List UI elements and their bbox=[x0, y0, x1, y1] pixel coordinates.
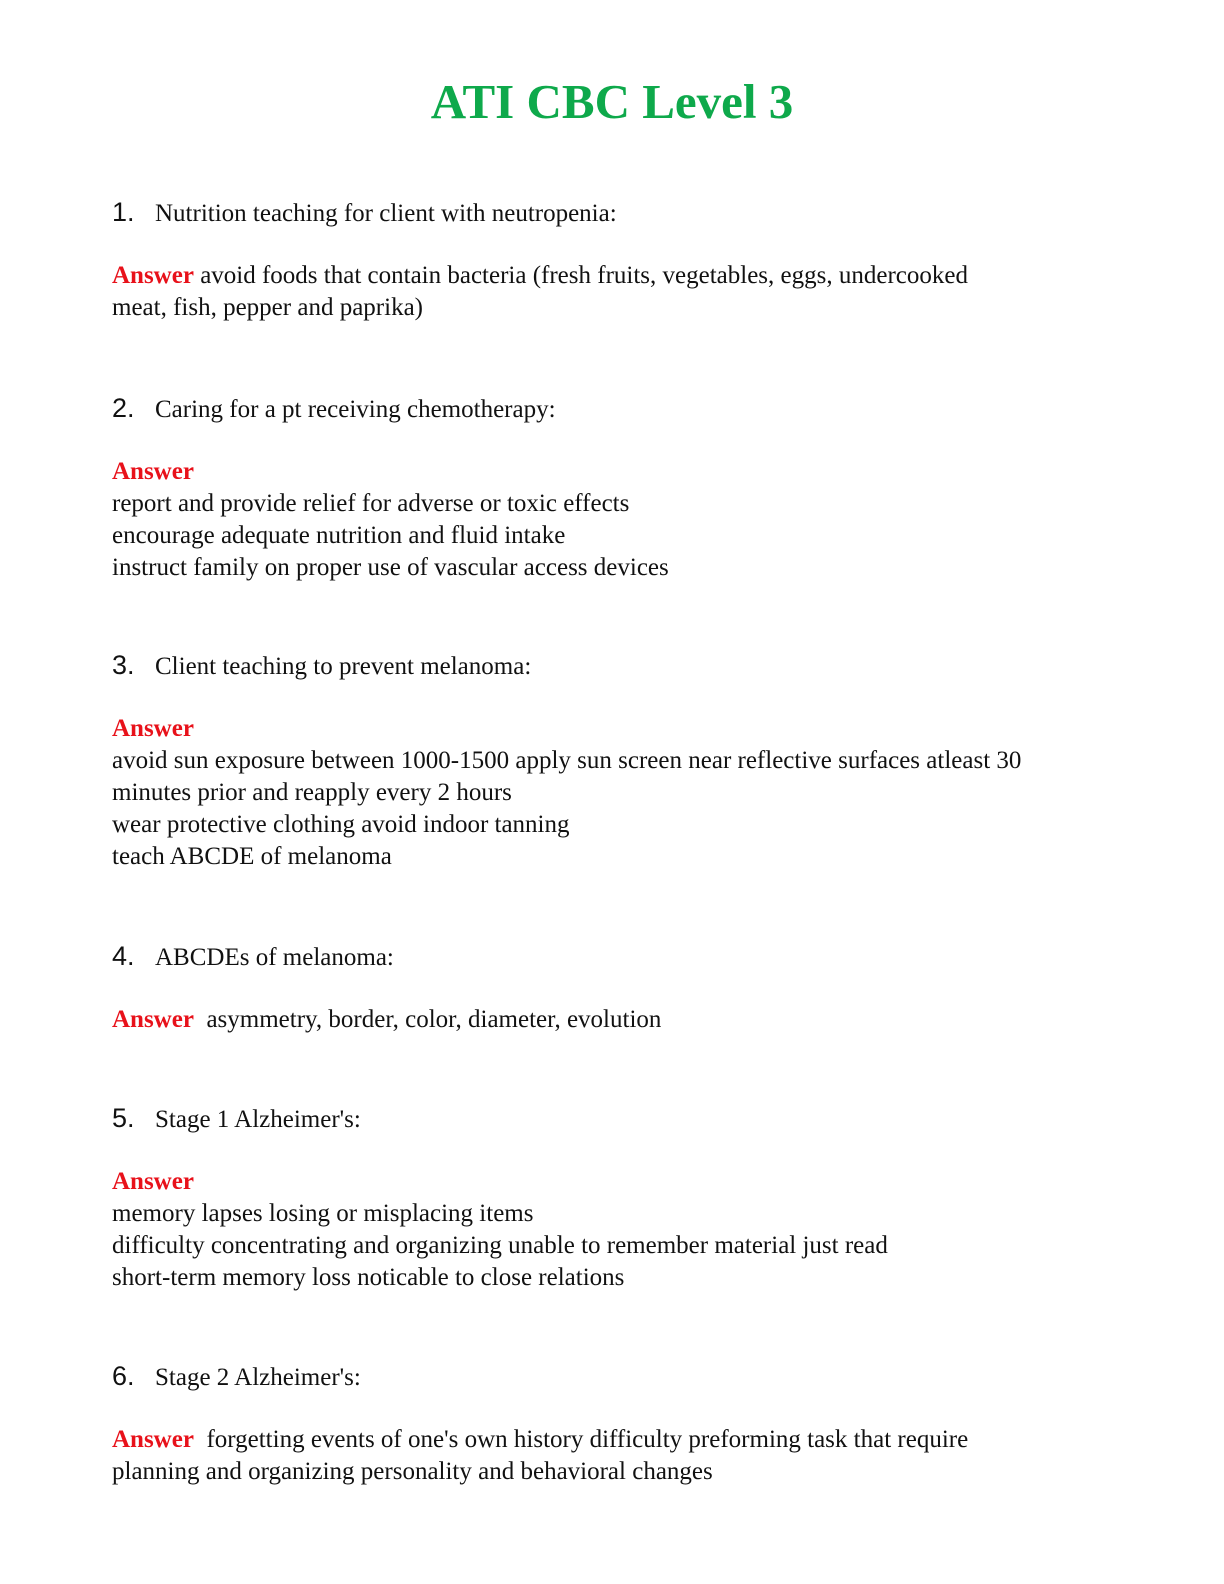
answer-first-line bbox=[112, 1424, 1122, 1456]
answer-block bbox=[112, 713, 1122, 873]
question-number: 3. bbox=[112, 650, 135, 680]
answer-line: minutes prior and reapply every 2 hours bbox=[112, 779, 512, 806]
answer-line: instruct family on proper use of vascular access devices bbox=[112, 554, 669, 581]
question-prompt: Client teaching to prevent melanoma: bbox=[155, 653, 532, 680]
answer-line: difficulty concentrating and organizing unable to remember material just read bbox=[112, 1232, 888, 1259]
question-number: 5. bbox=[112, 1103, 135, 1133]
answer-block bbox=[112, 1004, 1122, 1036]
answer-line: memory lapses losing or misplacing items bbox=[112, 1200, 534, 1227]
question-number: 2. bbox=[112, 393, 135, 423]
answer-label: Answer bbox=[112, 458, 194, 485]
answer-line: short-term memory loss noticable to close relations bbox=[112, 1264, 625, 1291]
answer-line: avoid sun exposure between 1000-1500 apply sun screen near reflective surfaces atleast 30 bbox=[112, 747, 1022, 774]
answer-first-line bbox=[112, 1004, 1122, 1036]
question-number: 1. bbox=[112, 197, 135, 227]
answer-label: Answer bbox=[112, 715, 194, 742]
question-prompt-line bbox=[112, 1102, 1122, 1136]
page-title: ATI CBC Level 3 bbox=[430, 74, 794, 129]
answer-label: Answer bbox=[112, 262, 194, 289]
question-prompt-line bbox=[112, 1360, 1122, 1394]
answer-label: Answer bbox=[112, 1006, 194, 1033]
question-1 bbox=[112, 196, 1122, 324]
question-5 bbox=[112, 1102, 1122, 1294]
answer-line: wear protective clothing avoid indoor tanning bbox=[112, 811, 570, 838]
answer-label: Answer bbox=[112, 1426, 194, 1453]
question-number: 4. bbox=[112, 941, 135, 971]
question-prompt: Caring for a pt receiving chemotherapy: bbox=[155, 396, 556, 423]
answer-text: asymmetry, border, color, diameter, evolution bbox=[206, 1006, 662, 1033]
question-prompt: Nutrition teaching for client with neutropenia: bbox=[155, 200, 617, 227]
answer-first-line bbox=[112, 260, 1122, 292]
answer-text: forgetting events of one's own history difficulty preforming task that require bbox=[206, 1426, 969, 1453]
answer-block bbox=[112, 456, 1122, 584]
question-prompt: Stage 1 Alzheimer's: bbox=[155, 1106, 361, 1133]
question-prompt: ABCDEs of melanoma: bbox=[155, 944, 394, 971]
question-2 bbox=[112, 392, 1122, 584]
question-prompt-line bbox=[112, 649, 1122, 683]
answer-line: teach ABCDE of melanoma bbox=[112, 843, 392, 870]
answer-label: Answer bbox=[112, 1168, 194, 1195]
answer-block bbox=[112, 1424, 1122, 1488]
answer-text: avoid foods that contain bacteria (fresh fruits, vegetables, eggs, undercooked bbox=[200, 262, 968, 289]
question-4 bbox=[112, 940, 1122, 1036]
question-6 bbox=[112, 1360, 1122, 1488]
answer-line: encourage adequate nutrition and fluid intake bbox=[112, 522, 566, 549]
answer-block bbox=[112, 1166, 1122, 1294]
question-prompt: Stage 2 Alzheimer's: bbox=[155, 1364, 361, 1391]
question-prompt-line bbox=[112, 196, 1122, 230]
question-prompt-line bbox=[112, 392, 1122, 426]
answer-line: planning and organizing personality and behavioral changes bbox=[112, 1458, 713, 1485]
question-number: 6. bbox=[112, 1361, 135, 1391]
question-3 bbox=[112, 649, 1122, 873]
answer-block bbox=[112, 260, 1122, 324]
answer-line: report and provide relief for adverse or toxic effects bbox=[112, 490, 630, 517]
answer-line: meat, fish, pepper and paprika) bbox=[112, 294, 423, 321]
question-prompt-line bbox=[112, 940, 1122, 974]
